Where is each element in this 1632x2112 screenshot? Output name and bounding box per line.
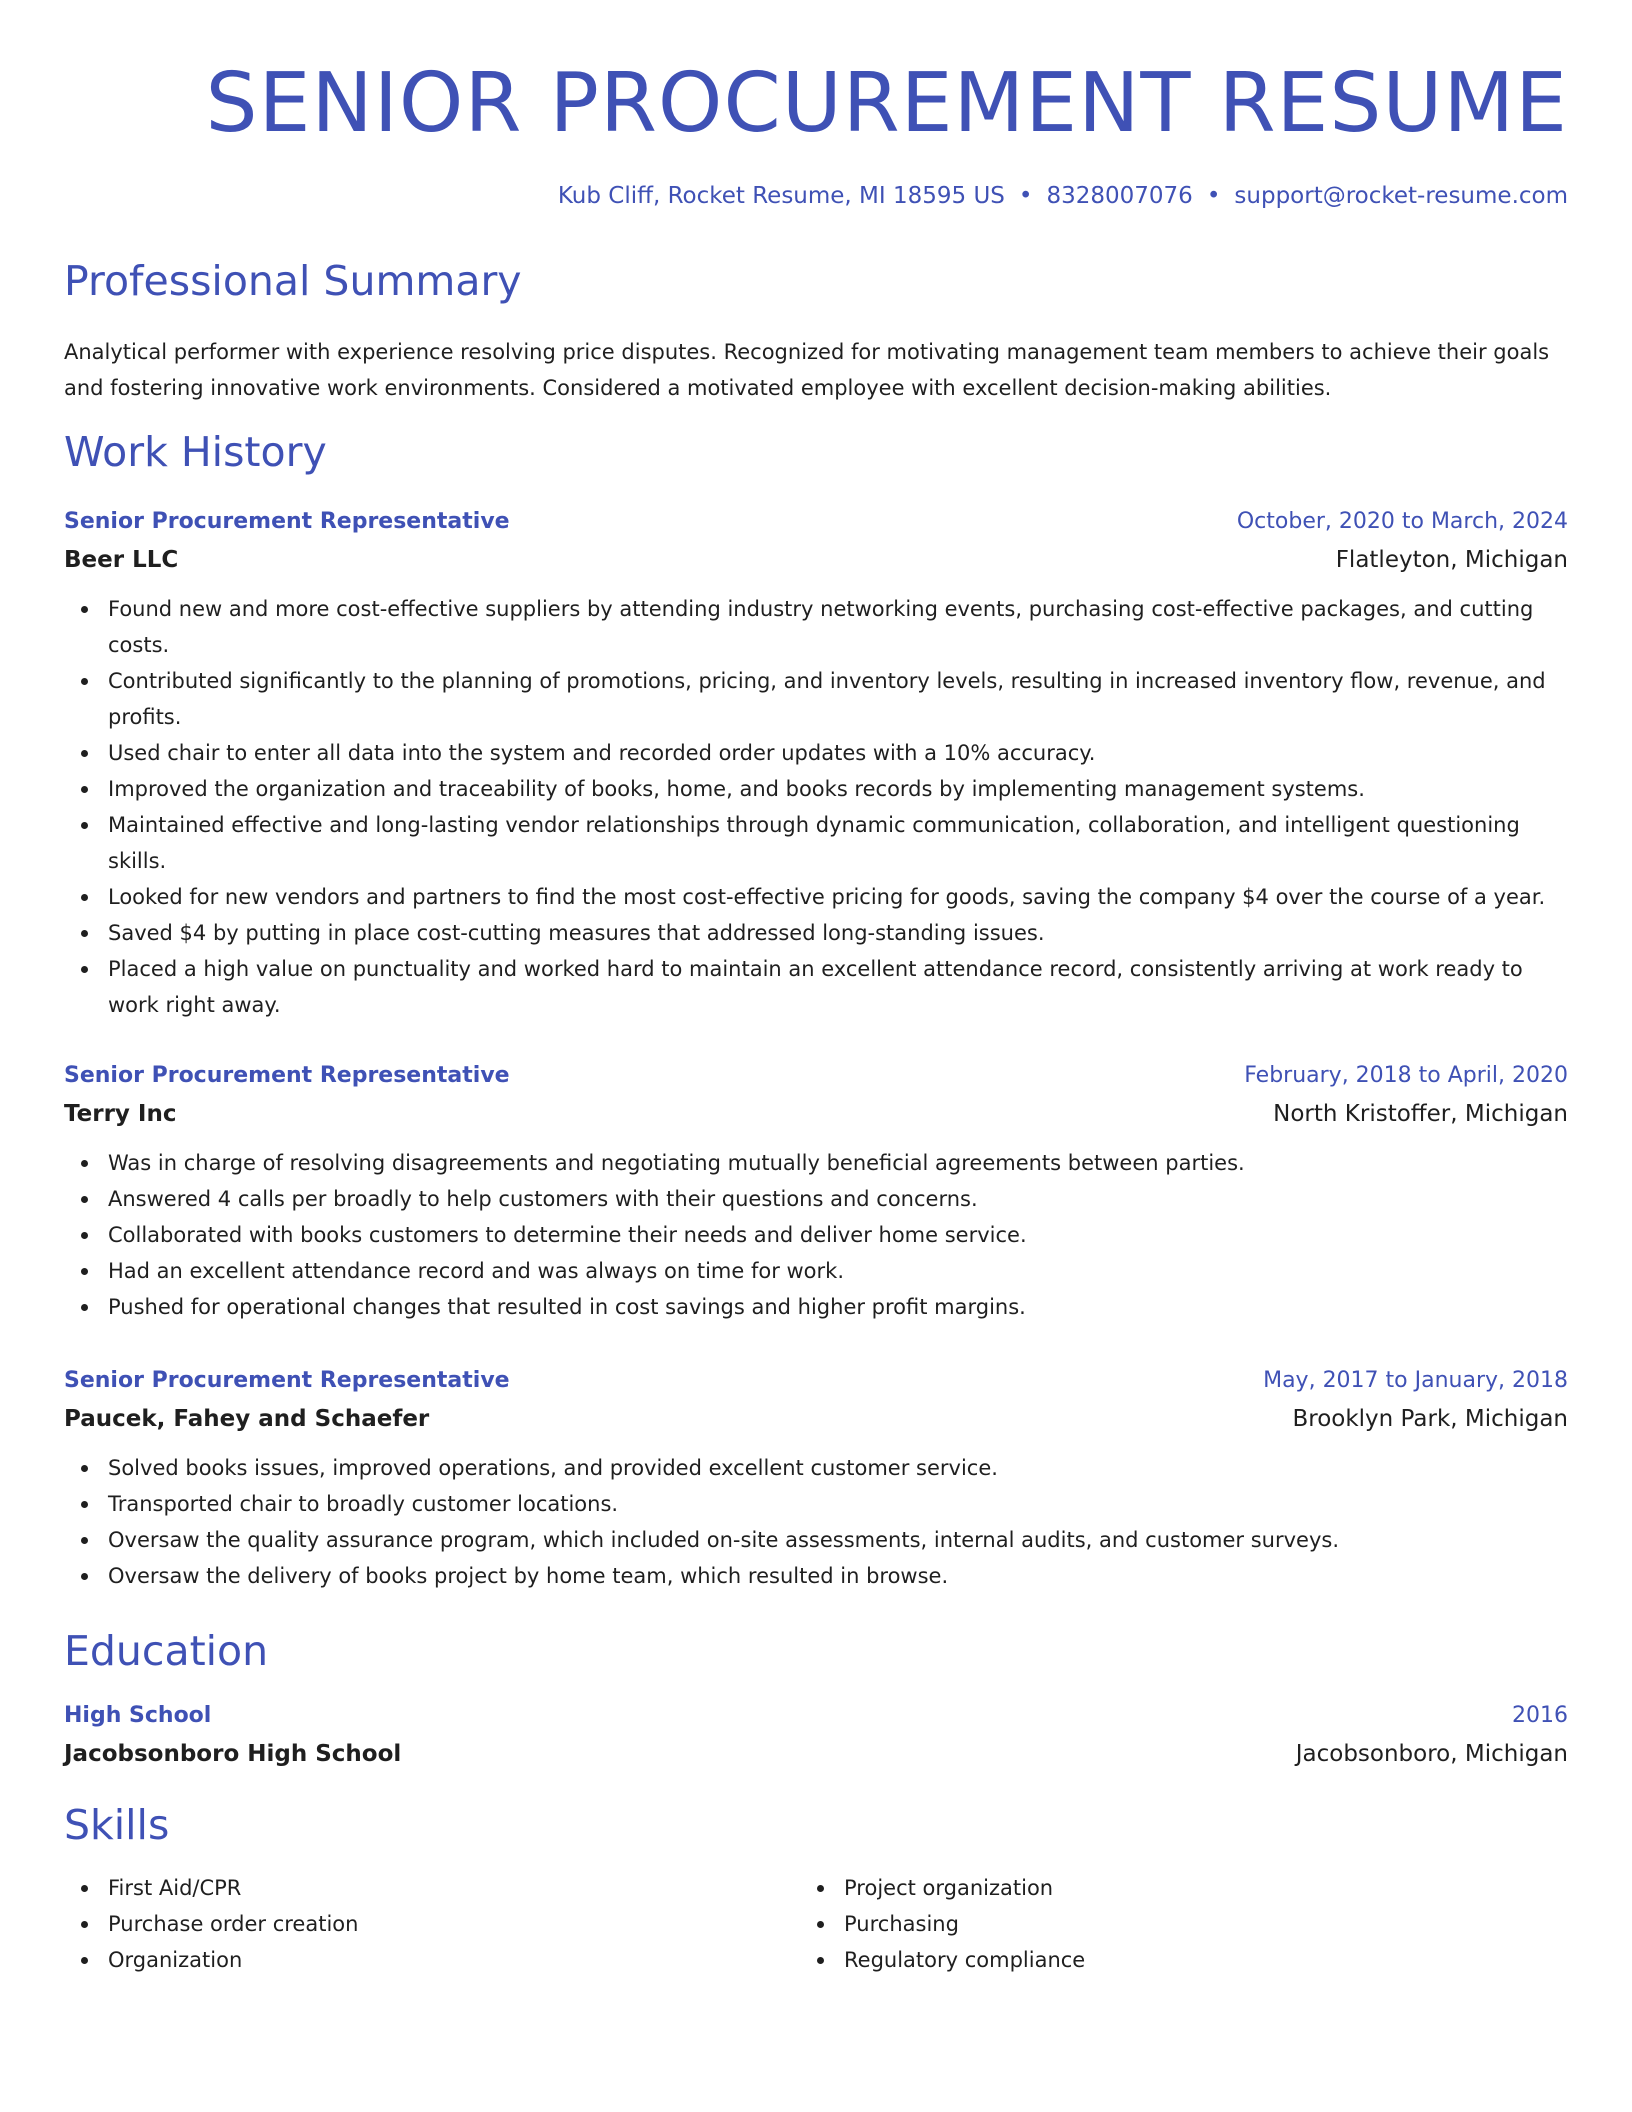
list-item: Solved books issues, improved operations, and provided excellent customer service. xyxy=(108,1450,1568,1486)
company-name: Terry Inc xyxy=(64,1101,177,1127)
list-item: Used chair to enter all data into the system and recorded order updates with a 10% accuracy. xyxy=(108,735,1568,771)
skills-list-right xyxy=(800,1870,1536,1978)
list-item: Transported chair to broadly customer locations. xyxy=(108,1486,1568,1522)
job-company-row xyxy=(64,541,1568,579)
list-item: Looked for new vendors and partners to find the most cost-effective pricing for goods, saving the company $4 over the course of a year. xyxy=(108,879,1568,915)
section-title-summary: Professional Summary xyxy=(64,257,522,305)
job-entry xyxy=(64,1057,1568,1325)
list-item: Answered 4 calls per broadly to help customers with their questions and concerns. xyxy=(108,1181,1568,1217)
skills-columns xyxy=(64,1870,1568,1978)
list-item: Contributed significantly to the planning of promotions, pricing, and inventory levels, resulting in increased inventory flow, revenue, and profits. xyxy=(108,663,1568,735)
skill-item: Regulatory compliance xyxy=(844,1942,1536,1978)
school-location: Jacobsonboro, Michigan xyxy=(1295,1741,1568,1767)
contact-line xyxy=(558,180,1568,212)
resume-title: SENIOR PROCUREMENT RESUME xyxy=(205,56,1568,151)
skill-item: Purchasing xyxy=(844,1906,1536,1942)
job-header-row xyxy=(64,503,1568,541)
summary-text: Analytical performer with experience resolving price disputes. Recognized for motivating management team members to achieve their goals and fostering innovative work environments. Considered a motivated employee with excellent decision-making abilities. xyxy=(64,340,1550,400)
job-bullets xyxy=(64,591,1568,1023)
list-item: Pushed for operational changes that resulted in cost savings and higher profit margins. xyxy=(108,1289,1568,1325)
phone: 8328007076 xyxy=(1046,183,1193,209)
skill-item: First Aid/CPR xyxy=(108,1870,800,1906)
list-item: Improved the organization and traceability of books, home, and books records by implementing management systems. xyxy=(108,771,1568,807)
job-dates: May, 2017 to January, 2018 xyxy=(1263,1368,1568,1393)
separator-dot: • xyxy=(1206,183,1221,209)
section-title-work-history: Work History xyxy=(64,428,327,476)
skill-item: Project organization xyxy=(844,1870,1536,1906)
list-item: Saved $4 by putting in place cost-cutting measures that addressed long-standing issues. xyxy=(108,915,1568,951)
degree: High School xyxy=(64,1703,212,1728)
job-entry xyxy=(64,1362,1568,1594)
list-item: Oversaw the quality assurance program, which included on-site assessments, internal audits, and customer surveys. xyxy=(108,1522,1568,1558)
job-dates: October, 2020 to March, 2024 xyxy=(1236,509,1568,534)
job-title: Senior Procurement Representative xyxy=(64,1368,510,1393)
job-bullets xyxy=(64,1145,1568,1325)
graduation-year: 2016 xyxy=(1512,1703,1568,1728)
skills-list-left xyxy=(64,1870,800,1978)
job-title: Senior Procurement Representative xyxy=(64,1063,510,1088)
education-entry xyxy=(64,1697,1568,1773)
job-location: Brooklyn Park, Michigan xyxy=(1292,1406,1568,1432)
school-name: Jacobsonboro High School xyxy=(64,1741,402,1767)
section-title-skills: Skills xyxy=(64,1801,170,1849)
job-header-row xyxy=(64,1362,1568,1400)
list-item: Maintained effective and long-lasting vendor relationships through dynamic communication, collaboration, and intelligent questioning skills. xyxy=(108,807,1568,879)
job-entry xyxy=(64,503,1568,1023)
list-item: Oversaw the delivery of books project by home team, which resulted in browse. xyxy=(108,1558,1568,1594)
company-name: Beer LLC xyxy=(64,547,179,573)
skill-item: Purchase order creation xyxy=(108,1906,800,1942)
job-header-row xyxy=(64,1057,1568,1095)
list-item: Had an excellent attendance record and was always on time for work. xyxy=(108,1253,1568,1289)
separator-dot: • xyxy=(1018,183,1033,209)
job-company-row xyxy=(64,1095,1568,1133)
email[interactable]: support@rocket-resume.com xyxy=(1234,183,1568,209)
job-bullets xyxy=(64,1450,1568,1594)
address: Kub Cliff, Rocket Resume, MI 18595 US xyxy=(557,183,1005,209)
company-name: Paucek, Fahey and Schaefer xyxy=(64,1406,430,1432)
section-title-education: Education xyxy=(64,1627,269,1675)
job-title: Senior Procurement Representative xyxy=(64,509,510,534)
job-location: Flatleyton, Michigan xyxy=(1335,547,1568,573)
job-dates: February, 2018 to April, 2020 xyxy=(1244,1063,1568,1088)
education-school-row xyxy=(64,1735,1568,1773)
job-location: North Kristoffer, Michigan xyxy=(1273,1101,1568,1127)
skill-item: Organization xyxy=(108,1942,800,1978)
job-company-row xyxy=(64,1400,1568,1438)
list-item: Collaborated with books customers to determine their needs and deliver home service. xyxy=(108,1217,1568,1253)
list-item: Found new and more cost-effective suppliers by attending industry networking events, purchasing cost-effective packages, and cutting costs. xyxy=(108,591,1568,663)
list-item: Placed a high value on punctuality and worked hard to maintain an excellent attendance record, consistently arriving at work ready to work right away. xyxy=(108,951,1568,1023)
education-header-row xyxy=(64,1697,1568,1735)
list-item: Was in charge of resolving disagreements and negotiating mutually beneficial agreements between parties. xyxy=(108,1145,1568,1181)
